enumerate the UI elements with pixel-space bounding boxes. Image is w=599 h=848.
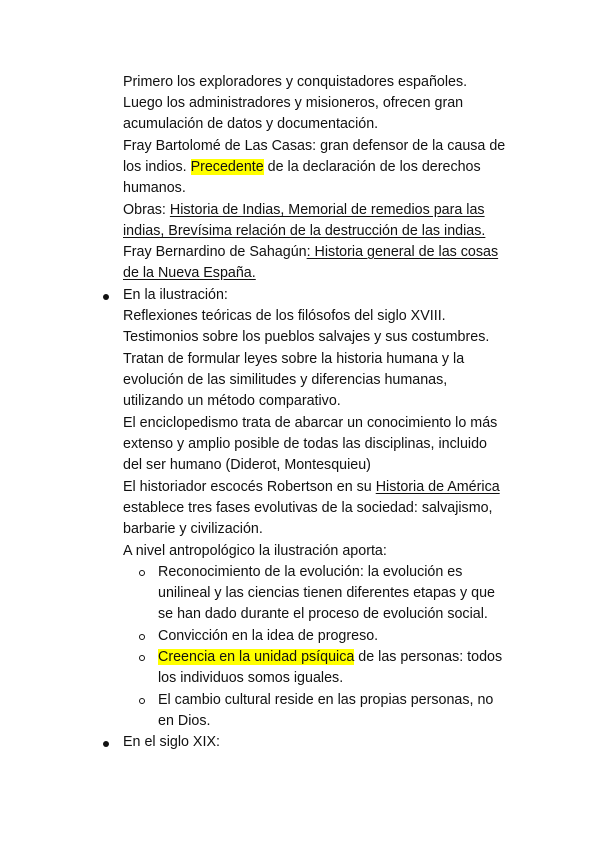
text-line: Fray Bartolomé de Las Casas: gran defensor de la causa de: [123, 138, 506, 154]
underlined-title: indias, Brevísima relación de la destrucción de las indias.: [123, 223, 486, 239]
underlined-title: Historia de Indias, Memorial de remedios para las: [169, 202, 485, 218]
text-span: Fray Bernardino de Sahagún: [123, 244, 307, 260]
text-line: [123, 242, 498, 263]
sub-list-item: unilineal y las ciencias tienen diferentes etapas y que: [158, 585, 495, 601]
text-line: establece tres fases evolutivas de la sociedad: salvajismo,: [123, 500, 493, 516]
text-line: Testimonios sobre los pueblos salvajes y sus costumbres.: [123, 329, 490, 345]
sub-list-item: Convicción en la idea de progreso.: [158, 628, 379, 644]
text-line: extenso y amplio posible de todas las disciplinas, incluido: [123, 436, 487, 452]
highlighted-term: Precedente: [190, 159, 264, 175]
underlined-title: Historia de América: [375, 479, 500, 495]
sub-list-item: los individuos somos iguales.: [158, 670, 344, 686]
text-span: los indios.: [123, 159, 191, 175]
text-line: barbarie y civilización.: [123, 521, 263, 537]
bullet-icon: [103, 741, 109, 747]
highlighted-term: Creencia en la unidad psíquica: [158, 649, 355, 665]
text-span: de las personas: todos: [354, 649, 503, 665]
text-span: Obras:: [123, 202, 170, 218]
underlined-title: de la Nueva España.: [123, 265, 256, 281]
sub-list-item: se han dado durante el proceso de evolución social.: [158, 606, 488, 622]
sub-list-item: Reconocimiento de la evolución: la evolución es: [158, 564, 463, 580]
sub-list-item: [158, 647, 502, 668]
text-line: Reflexiones teóricas de los filósofos del siglo XVIII.: [123, 308, 446, 324]
text-line: [123, 477, 500, 498]
bullet-icon: [103, 294, 109, 300]
circle-bullet-icon: [139, 570, 145, 576]
circle-bullet-icon: [139, 634, 145, 640]
text-line: utilizando un método comparativo.: [123, 393, 341, 409]
section-heading: En la ilustración:: [123, 287, 228, 303]
text-line: evolución de las similitudes y diferencias humanas,: [123, 372, 448, 388]
text-span: de la declaración de los derechos: [263, 159, 481, 175]
sub-list-item: en Dios.: [158, 713, 211, 729]
text-line: Luego los administradores y misioneros, ofrecen gran: [123, 95, 464, 111]
text-span: El historiador escocés Robertson en su: [123, 479, 376, 495]
text-line: A nivel antropológico la ilustración aporta:: [123, 543, 387, 559]
text-line: Primero los exploradores y conquistadores españoles.: [123, 74, 468, 90]
circle-bullet-icon: [139, 655, 145, 661]
section-heading: En el siglo XIX:: [123, 734, 220, 750]
underlined-title: : Historia general de las cosas: [306, 244, 499, 260]
text-line: Tratan de formular leyes sobre la historia humana y la: [123, 351, 465, 367]
text-line: acumulación de datos y documentación.: [123, 116, 379, 132]
text-line: El enciclopedismo trata de abarcar un conocimiento lo más: [123, 415, 498, 431]
sub-list-item: El cambio cultural reside en las propias personas, no: [158, 692, 494, 708]
text-line: [123, 200, 485, 221]
text-line: humanos.: [123, 180, 186, 196]
text-line: [123, 157, 481, 178]
text-line: del ser humano (Diderot, Montesquieu): [123, 457, 371, 473]
circle-bullet-icon: [139, 698, 145, 704]
